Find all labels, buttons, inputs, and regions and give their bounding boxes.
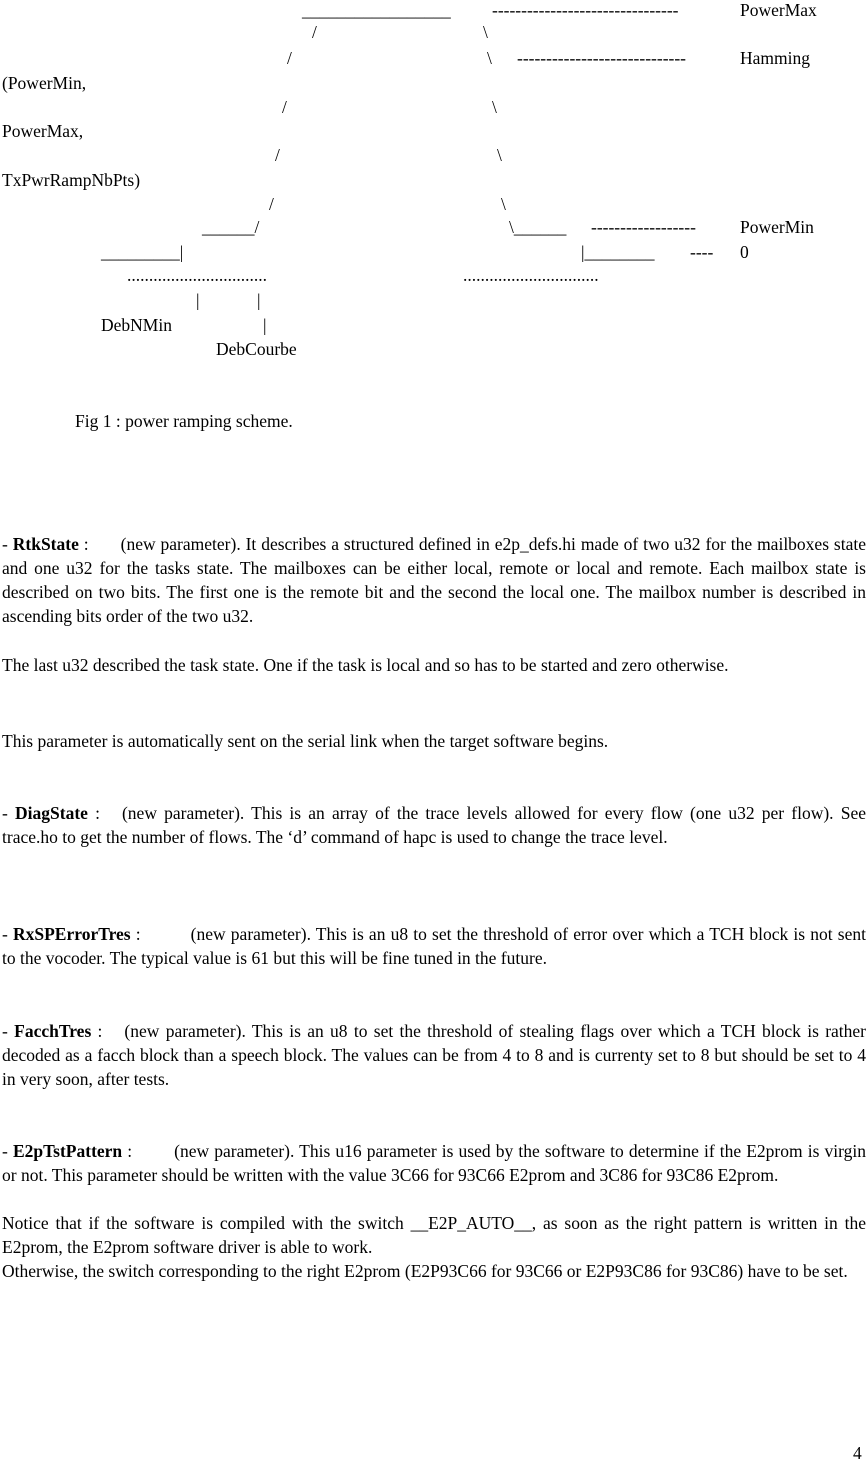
label-debcourbe: DebCourbe [216,339,297,359]
param-name: RxSPErrorTres [13,924,131,944]
dots-left: ................................ [127,265,267,285]
param-rxsperrortres: - RxSPErrorTres : (new parameter). This is an u8 to set the threshold of error over which a TCH block is not sent to the vocoder. The typical value is 61 but this will be fine tuned in the future. [2,924,866,968]
marker-debcourbe: | [257,290,261,310]
paragraph-task-state: The last u32 described the task state. One if the task is local and so has to be started and zero otherwise. [2,655,729,675]
ramp-up-line: / [287,48,292,68]
powermax-dashes: -------------------------------- [492,0,679,20]
paragraph-e2p-auto: Notice that if the software is compiled with the switch __E2P_AUTO__, as soon as the right pattern is written in the E2prom, the E2prom software driver is able to work. [2,1213,866,1257]
ramp-down-line: \ [492,97,497,117]
param-e2ptstpattern: - E2pTstPattern : (new parameter). This u16 parameter is used by the software to determine if the E2prom is virgin or not. This parameter should be written with the value 3C66 for 93C66 E2prom and 3C86 for 93C86 E2prom. [2,1141,866,1185]
paragraph-otherwise: Otherwise, the switch corresponding to the right E2prom (E2P93C66 for 93C66 or E2P93C86 for 93C86) have to be set. [2,1261,848,1281]
param-name: RtkState [12,534,79,554]
ramp-up-line: / [312,22,317,42]
label-powermin-param: (PowerMin, [2,73,87,93]
left-base: _________| [101,242,184,262]
param-diagstate: - DiagState : (new parameter). This is an array of the trace levels allowed for every flow (one u32 per flow). See trace.ho to get the number of flows. The ‘d’ command of hapc is used to change the trace level. [2,803,866,847]
dots-right: ............................... [463,265,599,285]
ramp-up-line: / [275,145,280,165]
ramp-up-line: / [269,194,274,214]
right-step: \______ [509,217,567,237]
paragraph-serial-link: This parameter is automatically sent on the serial link when the target software begins. [2,731,609,751]
page-number: 4 [853,1443,862,1463]
param-name: E2pTstPattern [12,1141,123,1161]
label-powermax: PowerMax [740,0,817,20]
powermin-dashes: ------------------ [591,217,696,237]
ramp-down-line: \ [487,48,492,68]
zero-dashes: ---- [690,242,714,262]
hamming-dashes: ----------------------------- [517,48,687,68]
figure-caption: Fig 1 : power ramping scheme. [75,411,293,431]
left-step: ______/ [202,217,260,237]
label-hamming: Hamming [740,48,810,68]
label-powermax-param: PowerMax, [2,121,84,141]
ramp-top-bar: _________________ [302,0,451,20]
label-txpwr-param: TxPwrRampNbPts) [2,170,141,190]
param-name: DiagState [15,803,88,823]
marker-debnmin: | [196,290,200,310]
ramp-down-line: \ [497,145,502,165]
param-name: FacchTres [14,1021,92,1041]
right-base: |________ [581,242,655,262]
ramp-down-line: \ [501,194,506,214]
label-powermin: PowerMin [740,217,814,237]
marker-debcourbe: | [263,315,267,335]
param-facchtres: - FacchTres : (new parameter). This is an u8 to set the threshold of stealing flags over which a TCH block is rather decoded as a facch block than a speech block. The values can be from 4 to 8 and is currenty set to 8 but should be set to 4 in very soon, after tests. [2,1021,867,1089]
label-debnmin: DebNMin [101,315,172,335]
ramp-down-line: \ [483,22,488,42]
param-rtkstate: - RtkState : (new parameter). It describes a structured defined in e2p_defs.hi made of two u32 for the mailboxes state and one u32 for the tasks state. The mailboxes can be either local, remote or local and remote. Each mailbox state is described on two bits. The first one is the remote bit and the second the local one. The mailbox number is described in ascending bits order of the two u32. [2,534,866,626]
label-zero: 0 [740,242,749,262]
ramp-up-line: / [282,97,287,117]
